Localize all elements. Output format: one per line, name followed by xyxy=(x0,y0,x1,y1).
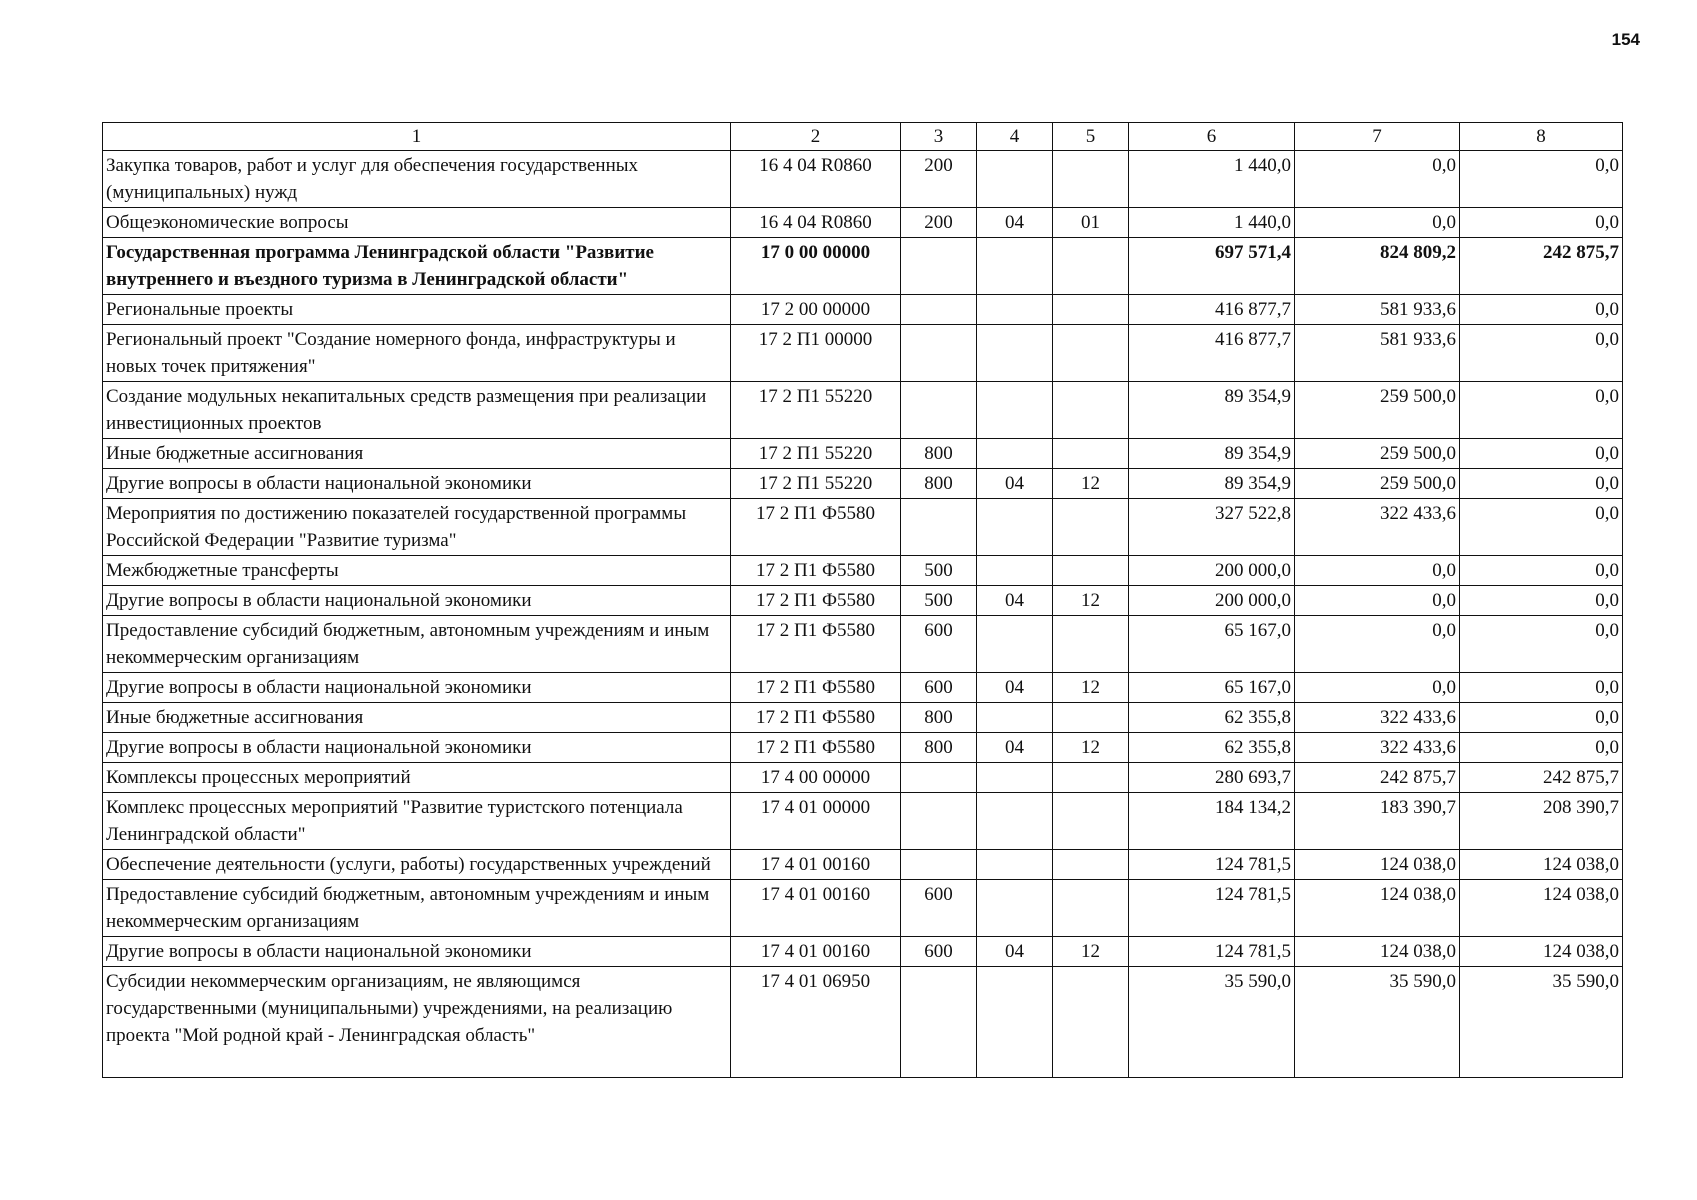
table-row xyxy=(103,499,1623,556)
row-col5-cell: 12 xyxy=(1053,586,1129,616)
row-name-cell: Создание модульных некапитальных средств размещения при реализации инвестиционных проектов xyxy=(103,382,731,439)
row-value7-cell: 124 038,0 xyxy=(1295,880,1460,937)
row-code-cell: 17 2 00 00000 xyxy=(731,295,901,325)
table-row xyxy=(103,151,1623,208)
row-code-cell: 16 4 04 R0860 xyxy=(731,151,901,208)
row-value7-cell: 259 500,0 xyxy=(1295,439,1460,469)
row-col3-cell xyxy=(901,325,977,382)
row-value7-cell: 259 500,0 xyxy=(1295,382,1460,439)
row-value6-cell: 89 354,9 xyxy=(1129,382,1295,439)
row-code-cell: 17 2 П1 Ф5580 xyxy=(731,556,901,586)
row-code-cell: 17 2 П1 Ф5580 xyxy=(731,586,901,616)
row-value8-cell: 0,0 xyxy=(1460,325,1623,382)
row-value8-cell: 0,0 xyxy=(1460,556,1623,586)
row-value7-cell: 322 433,6 xyxy=(1295,499,1460,556)
row-value6-cell: 124 781,5 xyxy=(1129,937,1295,967)
row-code-cell: 17 2 П1 55220 xyxy=(731,382,901,439)
row-col3-cell: 600 xyxy=(901,673,977,703)
row-col5-cell xyxy=(1053,880,1129,937)
row-name-cell: Другие вопросы в области национальной экономики xyxy=(103,733,731,763)
row-col3-cell: 600 xyxy=(901,937,977,967)
row-value7-cell: 0,0 xyxy=(1295,151,1460,208)
row-col4-cell xyxy=(977,151,1053,208)
header-cell: 2 xyxy=(731,123,901,151)
row-col4-cell xyxy=(977,382,1053,439)
row-value7-cell: 322 433,6 xyxy=(1295,733,1460,763)
header-cell: 5 xyxy=(1053,123,1129,151)
row-col4-cell: 04 xyxy=(977,673,1053,703)
row-col4-cell: 04 xyxy=(977,208,1053,238)
table-row xyxy=(103,295,1623,325)
row-col3-cell: 800 xyxy=(901,439,977,469)
row-value8-cell: 0,0 xyxy=(1460,208,1623,238)
row-name-cell: Другие вопросы в области национальной экономики xyxy=(103,469,731,499)
row-code-cell: 17 0 00 00000 xyxy=(731,238,901,295)
table-row xyxy=(103,382,1623,439)
row-value8-cell: 124 038,0 xyxy=(1460,850,1623,880)
table-row xyxy=(103,556,1623,586)
table-row xyxy=(103,793,1623,850)
row-name-cell: Иные бюджетные ассигнования xyxy=(103,703,731,733)
row-col4-cell xyxy=(977,499,1053,556)
header-cell: 7 xyxy=(1295,123,1460,151)
row-value7-cell: 581 933,6 xyxy=(1295,325,1460,382)
row-code-cell: 17 4 01 00160 xyxy=(731,880,901,937)
row-value8-cell: 0,0 xyxy=(1460,439,1623,469)
row-col4-cell: 04 xyxy=(977,469,1053,499)
row-value6-cell: 1 440,0 xyxy=(1129,151,1295,208)
row-value8-cell: 35 590,0 xyxy=(1460,967,1623,1078)
row-code-cell: 17 2 П1 Ф5580 xyxy=(731,673,901,703)
row-col5-cell: 12 xyxy=(1053,733,1129,763)
row-value8-cell: 124 038,0 xyxy=(1460,937,1623,967)
row-col5-cell xyxy=(1053,850,1129,880)
row-code-cell: 17 4 00 00000 xyxy=(731,763,901,793)
row-value6-cell: 1 440,0 xyxy=(1129,208,1295,238)
row-value6-cell: 62 355,8 xyxy=(1129,703,1295,733)
row-col4-cell xyxy=(977,763,1053,793)
row-value6-cell: 416 877,7 xyxy=(1129,295,1295,325)
row-value8-cell: 0,0 xyxy=(1460,733,1623,763)
row-value7-cell: 124 038,0 xyxy=(1295,937,1460,967)
row-col5-cell: 01 xyxy=(1053,208,1129,238)
row-col5-cell xyxy=(1053,703,1129,733)
row-col5-cell xyxy=(1053,763,1129,793)
row-col5-cell: 12 xyxy=(1053,673,1129,703)
row-value7-cell: 581 933,6 xyxy=(1295,295,1460,325)
table-row xyxy=(103,586,1623,616)
row-value6-cell: 416 877,7 xyxy=(1129,325,1295,382)
row-value7-cell: 322 433,6 xyxy=(1295,703,1460,733)
row-col3-cell: 600 xyxy=(901,616,977,673)
row-value7-cell: 824 809,2 xyxy=(1295,238,1460,295)
row-value6-cell: 62 355,8 xyxy=(1129,733,1295,763)
header-cell: 3 xyxy=(901,123,977,151)
row-col3-cell xyxy=(901,967,977,1078)
row-value7-cell: 0,0 xyxy=(1295,616,1460,673)
row-col4-cell xyxy=(977,556,1053,586)
row-col4-cell xyxy=(977,850,1053,880)
table-row xyxy=(103,703,1623,733)
row-value6-cell: 124 781,5 xyxy=(1129,880,1295,937)
row-col4-cell xyxy=(977,703,1053,733)
row-value6-cell: 327 522,8 xyxy=(1129,499,1295,556)
row-col4-cell xyxy=(977,616,1053,673)
row-col3-cell: 800 xyxy=(901,703,977,733)
row-value8-cell: 0,0 xyxy=(1460,382,1623,439)
row-name-cell: Региональные проекты xyxy=(103,295,731,325)
table-row xyxy=(103,880,1623,937)
row-code-cell: 16 4 04 R0860 xyxy=(731,208,901,238)
row-value8-cell: 0,0 xyxy=(1460,499,1623,556)
row-col3-cell xyxy=(901,238,977,295)
table-row xyxy=(103,850,1623,880)
table-row xyxy=(103,937,1623,967)
row-code-cell: 17 4 01 06950 xyxy=(731,967,901,1078)
row-col5-cell: 12 xyxy=(1053,469,1129,499)
row-value6-cell: 184 134,2 xyxy=(1129,793,1295,850)
row-value8-cell: 208 390,7 xyxy=(1460,793,1623,850)
row-name-cell: Комплексы процессных мероприятий xyxy=(103,763,731,793)
row-value7-cell: 183 390,7 xyxy=(1295,793,1460,850)
row-value8-cell: 124 038,0 xyxy=(1460,880,1623,937)
row-col3-cell: 800 xyxy=(901,469,977,499)
row-col5-cell xyxy=(1053,616,1129,673)
row-value6-cell: 200 000,0 xyxy=(1129,556,1295,586)
row-col3-cell: 200 xyxy=(901,151,977,208)
row-name-cell: Предоставление субсидий бюджетным, автономным учреждениям и иным некоммерческим организациям xyxy=(103,880,731,937)
row-code-cell: 17 2 П1 Ф5580 xyxy=(731,703,901,733)
row-value7-cell: 0,0 xyxy=(1295,673,1460,703)
row-code-cell: 17 2 П1 55220 xyxy=(731,439,901,469)
row-col3-cell xyxy=(901,793,977,850)
row-value6-cell: 65 167,0 xyxy=(1129,673,1295,703)
row-col3-cell xyxy=(901,850,977,880)
row-value8-cell: 242 875,7 xyxy=(1460,238,1623,295)
row-value8-cell: 0,0 xyxy=(1460,616,1623,673)
page-number: 154 xyxy=(1611,30,1640,49)
table-row xyxy=(103,238,1623,295)
header-cell: 1 xyxy=(103,123,731,151)
row-value8-cell: 0,0 xyxy=(1460,295,1623,325)
row-col5-cell xyxy=(1053,325,1129,382)
row-value8-cell: 0,0 xyxy=(1460,586,1623,616)
row-code-cell: 17 4 01 00160 xyxy=(731,850,901,880)
row-col4-cell: 04 xyxy=(977,733,1053,763)
row-col5-cell xyxy=(1053,793,1129,850)
row-value8-cell: 242 875,7 xyxy=(1460,763,1623,793)
table-row xyxy=(103,616,1623,673)
header-cell: 6 xyxy=(1129,123,1295,151)
row-code-cell: 17 2 П1 00000 xyxy=(731,325,901,382)
row-name-cell: Предоставление субсидий бюджетным, автономным учреждениям и иным некоммерческим организациям xyxy=(103,616,731,673)
row-name-cell: Общеэкономические вопросы xyxy=(103,208,731,238)
row-col3-cell xyxy=(901,763,977,793)
row-col5-cell xyxy=(1053,556,1129,586)
row-col4-cell xyxy=(977,880,1053,937)
row-col3-cell: 600 xyxy=(901,880,977,937)
row-col3-cell: 500 xyxy=(901,586,977,616)
row-name-cell: Субсидии некоммерческим организациям, не являющимся государственными (муниципальными) учреждениями, на реализацию проекта "Мой родной край - Ленинградская область" xyxy=(103,967,731,1078)
row-col5-cell xyxy=(1053,967,1129,1078)
row-value7-cell: 35 590,0 xyxy=(1295,967,1460,1078)
row-col5-cell xyxy=(1053,439,1129,469)
row-col5-cell xyxy=(1053,499,1129,556)
row-value8-cell: 0,0 xyxy=(1460,703,1623,733)
row-value6-cell: 65 167,0 xyxy=(1129,616,1295,673)
table-row xyxy=(103,673,1623,703)
row-value7-cell: 124 038,0 xyxy=(1295,850,1460,880)
row-code-cell: 17 4 01 00000 xyxy=(731,793,901,850)
row-name-cell: Иные бюджетные ассигнования xyxy=(103,439,731,469)
row-col3-cell xyxy=(901,295,977,325)
table-row xyxy=(103,733,1623,763)
row-name-cell: Другие вопросы в области национальной экономики xyxy=(103,937,731,967)
row-name-cell: Государственная программа Ленинградской области "Развитие внутреннего и въездного туризма в Ленинградской области" xyxy=(103,238,731,295)
row-value6-cell: 280 693,7 xyxy=(1129,763,1295,793)
row-name-cell: Межбюджетные трансферты xyxy=(103,556,731,586)
row-value6-cell: 89 354,9 xyxy=(1129,439,1295,469)
row-code-cell: 17 4 01 00160 xyxy=(731,937,901,967)
row-value8-cell: 0,0 xyxy=(1460,469,1623,499)
row-col4-cell xyxy=(977,967,1053,1078)
row-code-cell: 17 2 П1 Ф5580 xyxy=(731,499,901,556)
header-cell: 8 xyxy=(1460,123,1623,151)
table-body xyxy=(103,151,1623,1078)
row-value7-cell: 242 875,7 xyxy=(1295,763,1460,793)
table-row xyxy=(103,967,1623,1078)
table-row xyxy=(103,469,1623,499)
budget-table xyxy=(102,122,1623,1078)
row-col4-cell xyxy=(977,238,1053,295)
row-name-cell: Другие вопросы в области национальной экономики xyxy=(103,673,731,703)
row-col3-cell: 500 xyxy=(901,556,977,586)
row-col4-cell xyxy=(977,325,1053,382)
row-code-cell: 17 2 П1 55220 xyxy=(731,469,901,499)
row-col3-cell: 800 xyxy=(901,733,977,763)
table-row xyxy=(103,439,1623,469)
table-row xyxy=(103,763,1623,793)
row-value7-cell: 0,0 xyxy=(1295,586,1460,616)
row-value6-cell: 697 571,4 xyxy=(1129,238,1295,295)
row-col4-cell: 04 xyxy=(977,586,1053,616)
row-value7-cell: 259 500,0 xyxy=(1295,469,1460,499)
row-col3-cell: 200 xyxy=(901,208,977,238)
table-row xyxy=(103,208,1623,238)
row-name-cell: Другие вопросы в области национальной экономики xyxy=(103,586,731,616)
row-col5-cell xyxy=(1053,151,1129,208)
row-col4-cell: 04 xyxy=(977,937,1053,967)
row-col5-cell xyxy=(1053,295,1129,325)
row-col3-cell xyxy=(901,499,977,556)
row-name-cell: Региональный проект "Создание номерного фонда, инфраструктуры и новых точек притяжения" xyxy=(103,325,731,382)
row-col5-cell: 12 xyxy=(1053,937,1129,967)
row-col5-cell xyxy=(1053,238,1129,295)
row-value6-cell: 89 354,9 xyxy=(1129,469,1295,499)
table-row xyxy=(103,325,1623,382)
row-value6-cell: 124 781,5 xyxy=(1129,850,1295,880)
row-value8-cell: 0,0 xyxy=(1460,151,1623,208)
row-col4-cell xyxy=(977,295,1053,325)
row-value8-cell: 0,0 xyxy=(1460,673,1623,703)
row-col4-cell xyxy=(977,793,1053,850)
row-name-cell: Обеспечение деятельности (услуги, работы) государственных учреждений xyxy=(103,850,731,880)
row-value7-cell: 0,0 xyxy=(1295,556,1460,586)
row-name-cell: Комплекс процессных мероприятий "Развитие туристского потенциала Ленинградской области" xyxy=(103,793,731,850)
row-name-cell: Мероприятия по достижению показателей государственной программы Российской Федерации "Развитие туризма" xyxy=(103,499,731,556)
row-value7-cell: 0,0 xyxy=(1295,208,1460,238)
row-code-cell: 17 2 П1 Ф5580 xyxy=(731,616,901,673)
row-col3-cell xyxy=(901,382,977,439)
row-name-cell: Закупка товаров, работ и услуг для обеспечения государственных (муниципальных) нужд xyxy=(103,151,731,208)
header-row xyxy=(103,123,1623,151)
row-col4-cell xyxy=(977,439,1053,469)
header-cell: 4 xyxy=(977,123,1053,151)
row-value6-cell: 200 000,0 xyxy=(1129,586,1295,616)
row-col5-cell xyxy=(1053,382,1129,439)
row-code-cell: 17 2 П1 Ф5580 xyxy=(731,733,901,763)
row-value6-cell: 35 590,0 xyxy=(1129,967,1295,1078)
